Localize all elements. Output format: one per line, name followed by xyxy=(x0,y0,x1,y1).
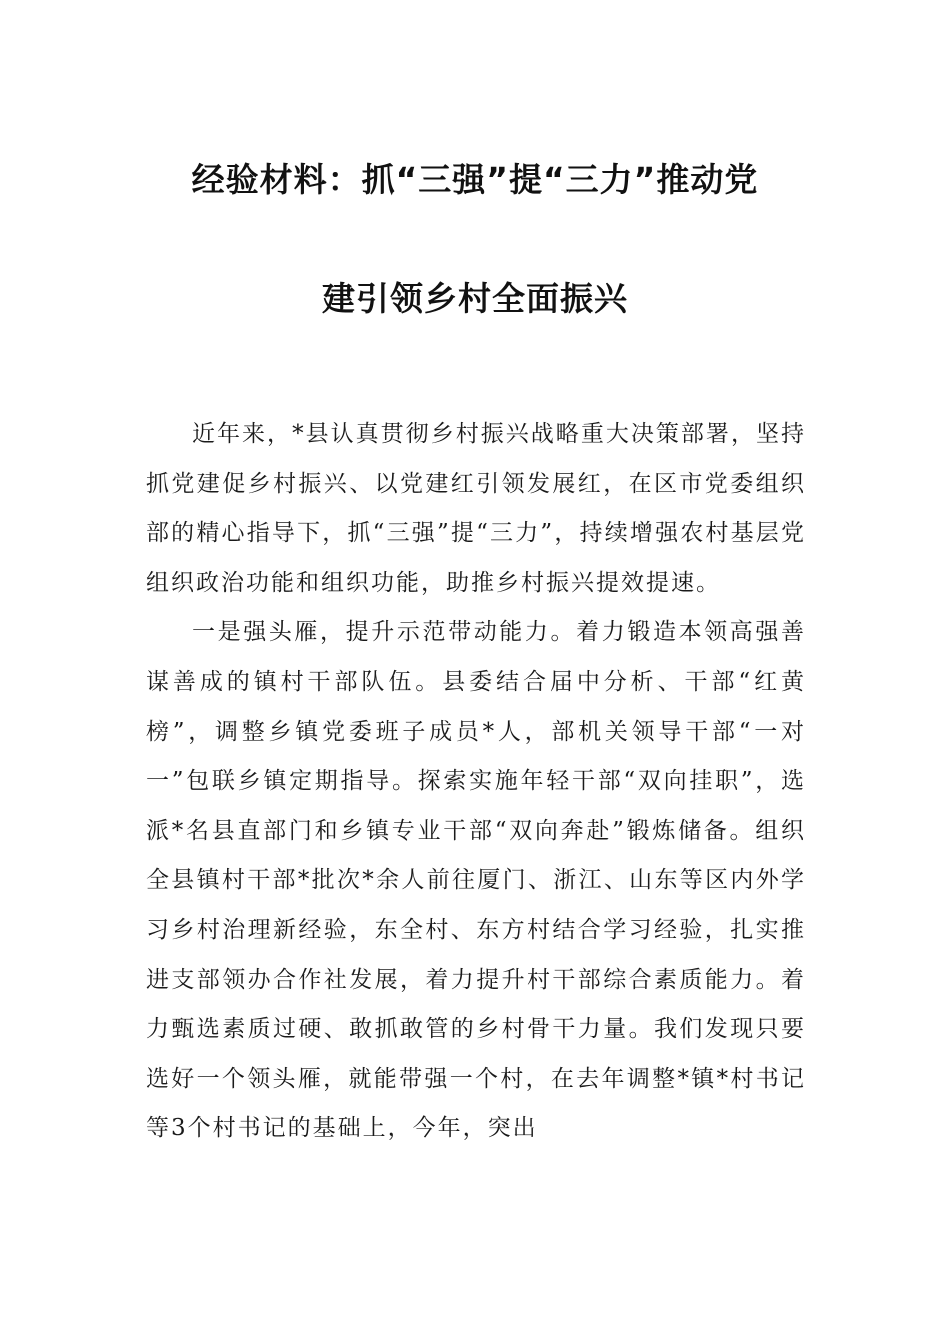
document-title-line-2: 建引领乡村全面振兴 xyxy=(322,279,628,318)
paragraph-intro: 近年来，*县认真贯彻乡村振兴战略重大决策部署，坚持抓党建促乡村振兴、以党建红引领发展红，在区市党委组织部的精心指导下，抓“三强”提“三力”，持续增强农村基层党组织政治功能和组织功能，助推乡村振兴提效提速。 xyxy=(146,421,806,596)
paragraph-strong-leaders: 一是强头雁，提升示范带动能力。着力锻造本领高强善谋善成的镇村干部队伍。县委结合届中分析、干部“红黄榜”，调整乡镇党委班子成员*人，部机关领导干部“一对一”包联乡镇定期指导。探索实施年轻干部“双向挂职”，选派*名县直部门和乡镇专业干部“双向奔赴”锻炼储备。组织全县镇村干部*批次*余人前往厦门、浙江、山东等区内外学习乡村治理新经验，东全村、东方村结合学习经验，扎实推进支部领办合作社发展，着力提升村干部综合素质能力。着力甄选素质过硬、敢抓敢管的乡村骨干力量。我们发现只要选好一个领头雁，就能带强一个村，在去年调整*镇*村书记等3个村书记的基础上，今年，突出 xyxy=(146,619,806,1142)
document-title-line-1: 经验材料：抓“三强”提“三力”推动党 xyxy=(191,160,759,199)
document-body xyxy=(146,410,806,1154)
